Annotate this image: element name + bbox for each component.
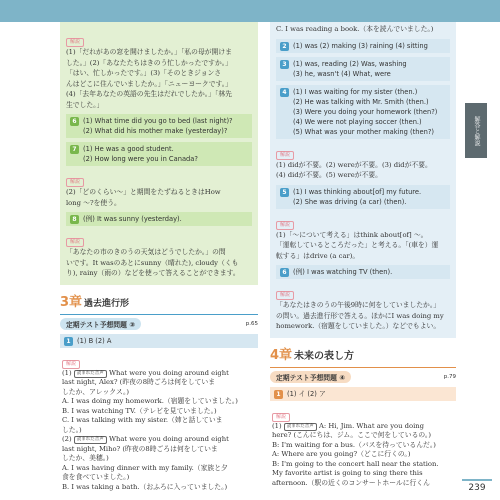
exam-page-ref: p.65 — [245, 320, 258, 327]
side-section-tab: 解答と解説 — [465, 103, 487, 158]
chapter-title: 過去進行形 — [84, 298, 130, 309]
answer-text: (例) It was sunny (yesterday). — [83, 215, 182, 223]
explanation-tag: 解説 — [272, 413, 290, 422]
answer-row-1 — [270, 387, 456, 401]
continued-line: C. I was reading a book.（本を読んでいました。) — [276, 25, 434, 33]
answer-text: (1) I was waiting for my sister (then.) (2) He was talking with Mr. Smith (then.) (3) Were you doing your homework (then?) (4) We were not playing soccer (then.) (5) What was your mother making (then?) — [293, 87, 438, 136]
chapter-heading — [60, 291, 258, 310]
exam-label: 定期テスト予想問題 ③ — [60, 318, 141, 330]
answer-text: (1) He was a good student. (2) How long were you in Canada? — [83, 145, 198, 163]
explanation-block: 解説 (1) 読まれた音声 What were you doing around eight last night, Alex? (昨夜の8時ごろは何をしていま したか、アレックス。) A. I was doing my homework.（宿題をしていました。) B. I was watching TV.（テレビを見ていました。) C. I was talking with my sister.（姉と話していま した。) (2) 読まれた音声 What were you doing around eight last night, Miho? (昨夜の8時ごろは何をしていま したか、美穂。) A. I was having dinner with my family.（家族と夕 食を食べていました。) B. I was taking a bath.（おふろに入っていました。) — [62, 360, 238, 491]
chapter-number: 4章 — [270, 347, 293, 363]
left-column — [60, 22, 258, 492]
question-number: 5 — [280, 188, 289, 197]
question-number: 8 — [70, 215, 79, 224]
page-number: 239 — [462, 479, 492, 495]
audio-label: 読まれた音声 — [74, 370, 107, 378]
answer-text: (1) was, reading (2) Was, washing (3) he, wasn't (4) What, were — [293, 59, 407, 78]
answer-row-2 — [276, 39, 450, 53]
explanation-text: (1)「だれがあの窓を開けましたか。」「私の母が開けま した。」(2)「あなたたちはきのう忙しかったですか。」 「はい、忙しかったです。」(3)「そのときジョンさ んはどこに住んでいましたか。」「ニューヨークです。」 (4)「去年あなたの英語の先生はだれでしたか。」「林先 生でした。」 — [66, 48, 232, 109]
question-number: 7 — [70, 145, 79, 154]
top-header-band — [0, 0, 500, 22]
question-number: 1 — [274, 390, 283, 399]
explanation-tag: 解説 — [66, 238, 84, 247]
explanation-tag: 解説 — [66, 38, 84, 47]
answer-row-1 — [60, 334, 258, 348]
explanation-tag: 解説 — [66, 178, 84, 187]
question-number: 4 — [280, 88, 289, 97]
chapter-number: 3章 — [60, 294, 83, 310]
answer-text: (1) イ (2) ア — [287, 389, 326, 398]
exam-header — [60, 314, 258, 330]
answer-row-6 — [276, 265, 450, 279]
exam-header — [270, 367, 456, 383]
question-number: 3 — [280, 60, 289, 69]
answer-text: (1) was (2) making (3) raining (4) sitting — [293, 41, 428, 50]
answer-row-5 — [276, 185, 450, 209]
explanation-tag: 解説 — [276, 221, 294, 230]
answer-text: (1) What time did you go to bed (last night)? (2) What did his mother make (yesterday)? — [83, 117, 233, 135]
exam-label: 定期テスト予想問題 ④ — [270, 371, 351, 383]
answer-text: (1) B (2) A — [77, 336, 112, 345]
right-column — [270, 22, 456, 488]
answer-row-3 — [276, 57, 450, 81]
answer-row-6 — [66, 114, 252, 138]
chapter-heading — [270, 344, 456, 363]
answer-text: (1) I was thinking about[of] my future. (2) She was driving (a car) (then). — [293, 187, 422, 206]
explanation-tag: 解説 — [62, 360, 80, 369]
audio-label: 読まれた音声 — [284, 423, 317, 431]
chapter-title: 未来の表し方 — [294, 350, 355, 362]
answer-row-7 — [66, 142, 252, 166]
answer-block-blue: C. I was reading a book.（本を読んでいました。) 2 (1) was (2) making (3) raining (4) sitting 3 (1) was, reading (2) Was, washing (3) he, wasn't (4) What, were 4 (1) I was waiting for my sister (then.) (2) He was talking with Mr. Smith (then.) (3) Were you doing your homework (then?) (4) We were not playing soccer (then.) (5) What was your mother making (then?) 解説 (1) didが不要。(2) wereが不要。(3) didが不要。 (4) didが不要。(5) wereが不要。 5 (1) I was thinking about[of] my future. (2) She was driving (a car) (then). 解説 (1)「〜について考える」はthink about[of] 〜。 「運転しているところだった」と考える。「(車を）運 転する」はdrive (a car)。 6 (例) I was watching TV (then). 解説 「あなたはきのうの午後9時に何をしていましたか。」 の問い。過去進行形で答える。ほかにI was doing my homework.（宿題をしていました。）などでもよい。 — [270, 22, 456, 338]
question-number: 6 — [70, 117, 79, 126]
answer-block-green: 解説 (1)「だれがあの窓を開けましたか。」「私の母が開けま した。」(2)「あなたたちはきのう忙しかったですか。」 「はい、忙しかったです。」(3)「そのときジョンさ んはどこに住んでいましたか。」「ニューヨークです。」 (4)「去年あなたの英語の先生はだれでしたか。」「林先 生でした。」 6 (1) What time did you go to bed (last night)? (2) What did his mother make (yesterday)? 7 (1) He was a good student. (2) How long were you in Canada? 解説 (2)「どのくらい〜」と期間をたずねるときはHow long 〜?を使う。 8 (例) It was sunny (yesterday). 解説 「あなたの市のきのうの天気はどうでしたか。」の問 いです。It wasのあとにsunny（晴れた), cloudy（くも り), rainy（雨の）などを使って答えることができます。 — [60, 22, 258, 285]
audio-label: 読まれた音声 — [74, 436, 107, 444]
answer-row-8 — [66, 212, 252, 226]
exam-page-ref: p.79 — [443, 373, 456, 380]
answer-text: (例) I was watching TV (then). — [293, 268, 393, 276]
question-number: 2 — [280, 42, 289, 51]
explanation-tag: 解説 — [276, 291, 294, 300]
explanation-tag: 解説 — [276, 151, 294, 160]
question-number: 6 — [280, 268, 289, 277]
explanation-block: 解説 (1) 読まれた音声 A: Hi, Jim. What are you doing here? (こんにちは、ジム。ここで何をしているの。) B: I'm waiting for a bus.（バスを待っているんだ。) A: Where are you going?（どこに行くの。) B: I'm going to the concert hall near the station. My favorite artist is going to sing there this afternoon.（駅の近くのコンサートホールに行くん — [272, 413, 439, 487]
question-number: 1 — [64, 337, 73, 346]
answer-row-4 — [276, 85, 450, 139]
